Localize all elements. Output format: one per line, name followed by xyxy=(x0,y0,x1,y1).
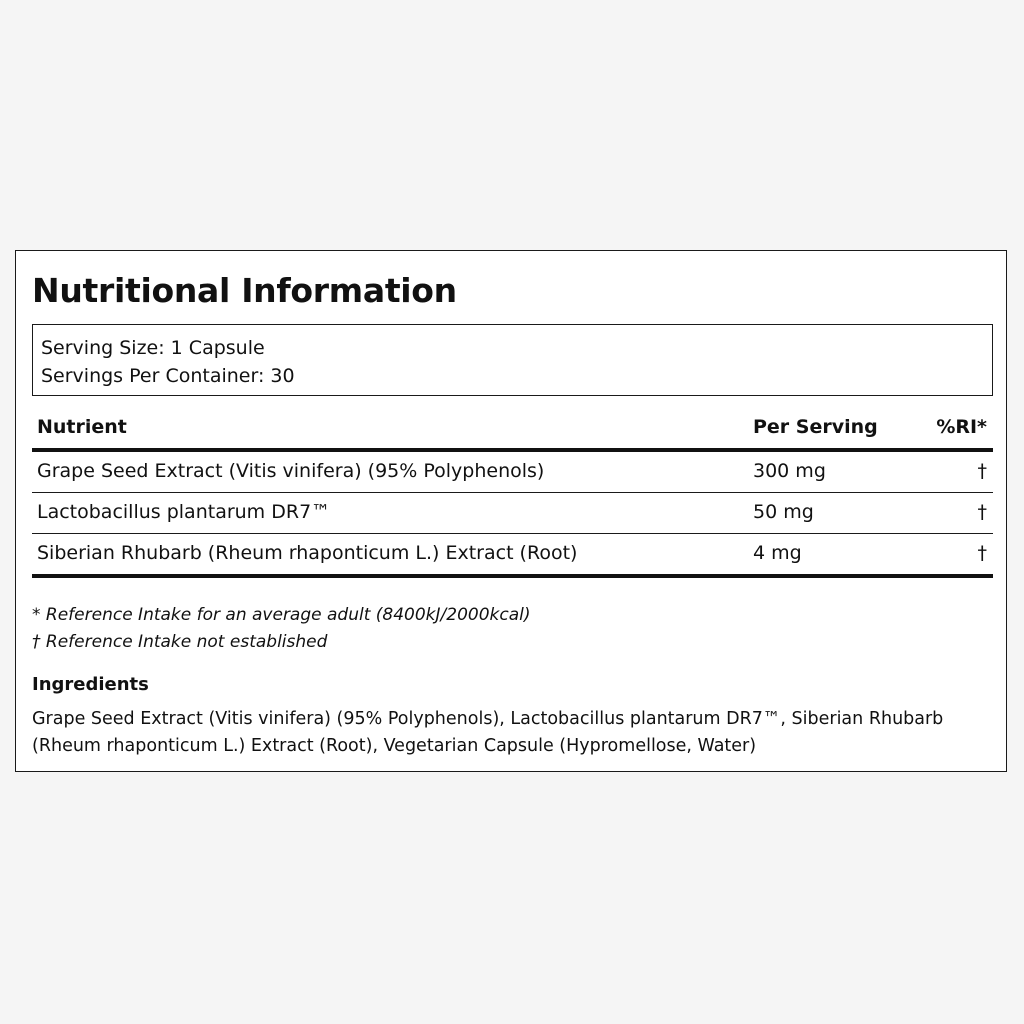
per-serving-value: 4 mg xyxy=(753,542,802,564)
per-serving-value: 300 mg xyxy=(753,460,826,482)
footnote-ri: * Reference Intake for an average adult (8400kJ/2000kcal) xyxy=(32,605,531,625)
ri-value: † xyxy=(977,542,987,564)
header-per-serving: Per Serving xyxy=(753,416,878,438)
table-header-row xyxy=(32,411,993,452)
header-nutrient: Nutrient xyxy=(37,416,127,438)
table-row xyxy=(32,493,993,534)
serving-info-box xyxy=(32,324,993,396)
ingredients-heading: Ingredients xyxy=(32,674,149,695)
nutrient-name: Lactobacillus plantarum DR7™ xyxy=(37,501,331,523)
ri-value: † xyxy=(977,460,987,482)
nutrient-name: Siberian Rhubarb (Rheum rhaponticum L.) Extract (Root) xyxy=(37,542,578,564)
table-row xyxy=(32,452,993,493)
footnote-dagger: † Reference Intake not established xyxy=(32,632,328,652)
footnotes xyxy=(32,602,531,656)
header-ri: %RI* xyxy=(936,416,987,438)
serving-size: Serving Size: 1 Capsule xyxy=(41,337,265,359)
nutrition-panel xyxy=(15,250,1007,772)
ri-value: † xyxy=(977,501,987,523)
nutrient-name: Grape Seed Extract (Vitis vinifera) (95% Polyphenols) xyxy=(37,460,545,482)
ingredients-text: Grape Seed Extract (Vitis vinifera) (95% Polyphenols), Lactobacillus plantarum DR7™, Siberian Rhubarb (Rheum rhaponticum L.) Extract (Root), Vegetarian Capsule (Hypromellose, Water) xyxy=(32,709,944,756)
page-title: Nutritional Information xyxy=(32,271,457,310)
nutrient-table xyxy=(32,411,993,578)
table-row xyxy=(32,534,993,578)
per-serving-value: 50 mg xyxy=(753,501,814,523)
servings-per-container: Servings Per Container: 30 xyxy=(41,365,295,387)
